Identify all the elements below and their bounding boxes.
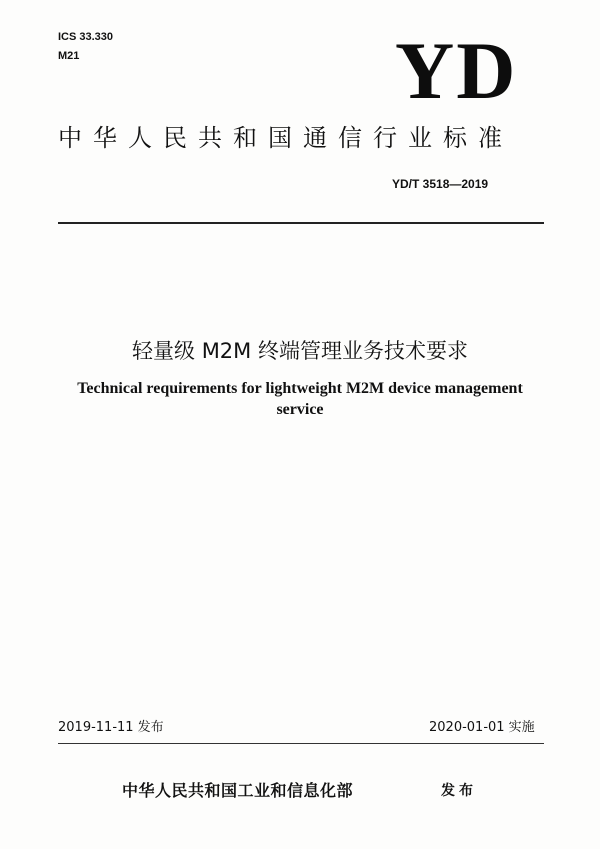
ics-code: ICS 33.330 [58,31,114,43]
english-title-line-1: Technical requirements for lightweight M2M device management [77,380,523,397]
header-divider [58,222,544,224]
publish-label: 发布 [441,783,477,799]
english-title-line-2: service [276,401,324,418]
publisher-name: 中华人民共和国工业和信息化部 [122,781,354,800]
document-title-english [40,378,560,420]
ccs-code: M21 [58,50,80,62]
standard-category-title: 中华人民共和国通信行业标准 [58,124,513,152]
implementation-date: 2020-01-01 实施 [429,720,535,735]
issue-date: 2019-11-11 发布 [58,720,164,735]
yd-logo: YD [395,25,518,116]
standard-number: YD/T 3518—2019 [392,177,489,191]
footer-divider [58,743,544,744]
document-title-chinese: 轻量级 M2M 终端管理业务技术要求 [132,339,468,363]
